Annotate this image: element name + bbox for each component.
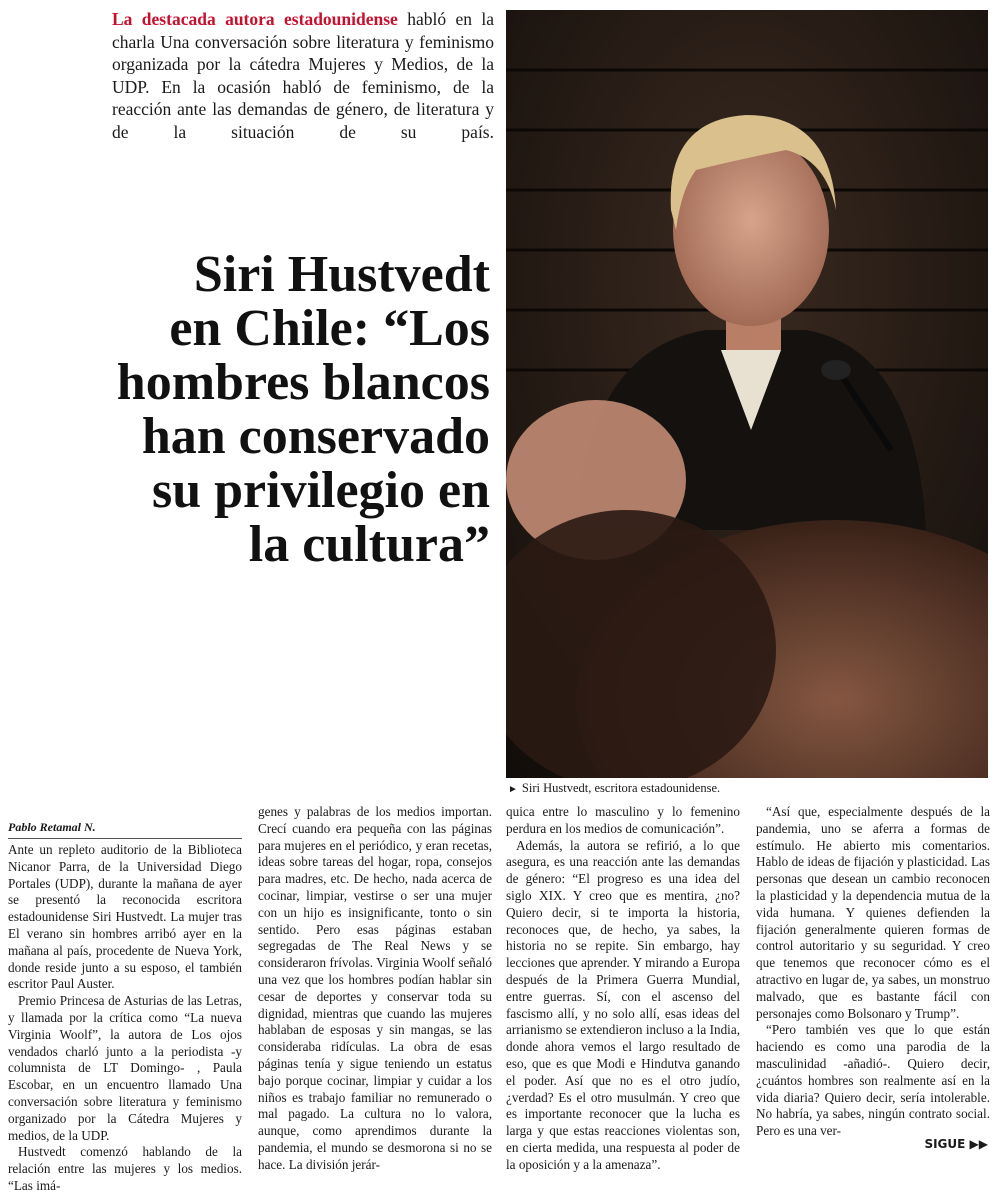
paragraph: Además, la autora se refirió, a lo que asegura, es una reacción ante las demandas de género: “El progreso es una idea del siglo XIX. Y creo que es mentira, ¿no? Quiero decir, si te importa la historia, reconoces que, de hecho, ya sabes, la historia no se repite. Sin embargo, hay lecciones que aprender. Y mirando a Europa después de la Primera Guerra Mundial, entre guerras. Sí, con el ascenso del fascismo allí, y no solo allí, esas ideas del arrianismo se extendieron incluso a la India, donde ahora vemos el largo resultado de eso, que es que Modi e Hindutva ganando el poder. Así que no es el otro judío, ¿verdad? Es el otro musulmán. Y creo que es importante reconocer que la lucha es larga y que estas reacciones violentas son, en cierta medida, una respuesta al poder de la oposición y a la amenaza”. [506,837,740,1172]
paragraph: quica entre lo masculino y lo femenino perdura en los medios de comunicación”. [506,804,740,836]
headline [110,248,490,572]
headline-line-1: Siri Hustvedt [193,246,490,303]
byline: Pablo Retamal N. [8,820,242,839]
headline-line-2-rest: “Los [370,300,490,357]
sigue-label: SIGUE [924,1137,966,1151]
paragraph: Hustvedt comenzó hablando de la relación entre las mujeres y los medios. “Las imá- [8,1144,242,1193]
caption-arrow-icon: ► [508,784,518,795]
author-photo-illustration [506,10,988,778]
article-column-4 [756,804,990,1140]
lead-text: habló en la charla Una conversación sobre literatura y feminismo organizada por la cátedra Mujeres y Medios, de la UDP. En la ocasión habló de feminismo, de la reacción ante las demandas de género, de literatura y de la situación de su país. [112,9,494,142]
author-photo [506,10,988,778]
headline-line-4: han conservado [141,408,490,465]
photo-caption [508,781,720,796]
paragraph: genes y palabras de los medios importan. Crecí cuando era pequeña con las páginas para mujeres en el periódico, y eran recetas, ideas sobre tareas del hogar, ropa, consejos para madres, etc. De hecho, nada acerca de cocinar, limpiar, vestirse o ser una mujer con un hijo es insignificante, tonto o sin sentido. Pero esas páginas estaban segregadas de The Real News y se consideraron frívolas. Virginia Woolf señaló una vez que los hombres podían hablar sin cesar de deportes y conservar toda su dignidad, mientras que cuando las mujeres hablaban de esposas y sin mangas, se las consideraba ridículas. La obra de esas páginas tenía y sigue teniendo un estatus bajo porque cocinar, limpiar y cuidar a los niños es trabajo familiar no remunerado o mal pagado. La cultura no lo valora, aunque, como aprendimos durante la pandemia, el mundo se desmorona si no se hace. La división jerár- [258,804,492,1172]
headline-line-6: la cultura” [248,516,490,573]
double-arrow-icon: ▶▶ [969,1137,988,1151]
lead-paragraph [112,8,494,143]
headline-line-5: su privilegio en [151,462,490,519]
continue-marker [924,1137,988,1151]
headline-line-3: hombres blancos [116,354,490,411]
lead-highlight: La destacada autora estadounidense [112,9,398,29]
paragraph: “Pero también ves que lo que están haciendo es como una parodia de la masculinidad -añadió-. Quiero decir, ¿cuántos hombres son realmente así en la vida diaria? Quiero decir, sería intolerable. No habría, ya sabes, ningún contrato social. Pero es una ver- [756,1022,990,1139]
paragraph: Premio Princesa de Asturias de las Letras, y llamada por la crítica como “La nueva Virginia Woolf”, la autora de Los ojos vendados charló junto a la periodista -y columnista de LT Domingo- , Paula Escobar, en un encuentro llamado Una conversación sobre literatura y feminismo organizado por la Cátedra Mujeres y medios, de la UDP. [8,993,242,1143]
article-column-2 [258,804,492,1174]
headline-line-2-bold: en Chile: [169,300,371,357]
caption-text: Siri Hustvedt, escritora estadounidense. [521,781,721,795]
article-column-3 [506,804,740,1174]
paragraph: Ante un repleto auditorio de la Biblioteca Nicanor Parra, de la Universidad Diego Portales (UDP), durante la mañana de ayer se presentó la reconocida escritora estadounidense Siri Hustvedt. La mujer tras El verano sin hombres arribó ayer en la mañana al país, procedente de Nueva York, donde reside junto a su esposo, el también escritor Paul Auster. [8,842,242,992]
paragraph: “Así que, especialmente después de la pandemia, uno se aferra a formas de estímulo. He abierto mis comentarios. Hablo de ideas de fijación y plasticidad. Las personas que desean un cambio reconocen la plasticidad y la dependencia mutua de la vida humana. Y quienes defienden la fijación generalmente quieren formas de control autoritario y su seguridad. Y creo que tenemos que reconocer cómo es el atractivo en lugar de, ya sabes, un monstruo malvado, que es bastante fácil con personajes como Bolsonaro y Trump”. [756,804,990,1021]
article-column-1 [8,842,242,1195]
